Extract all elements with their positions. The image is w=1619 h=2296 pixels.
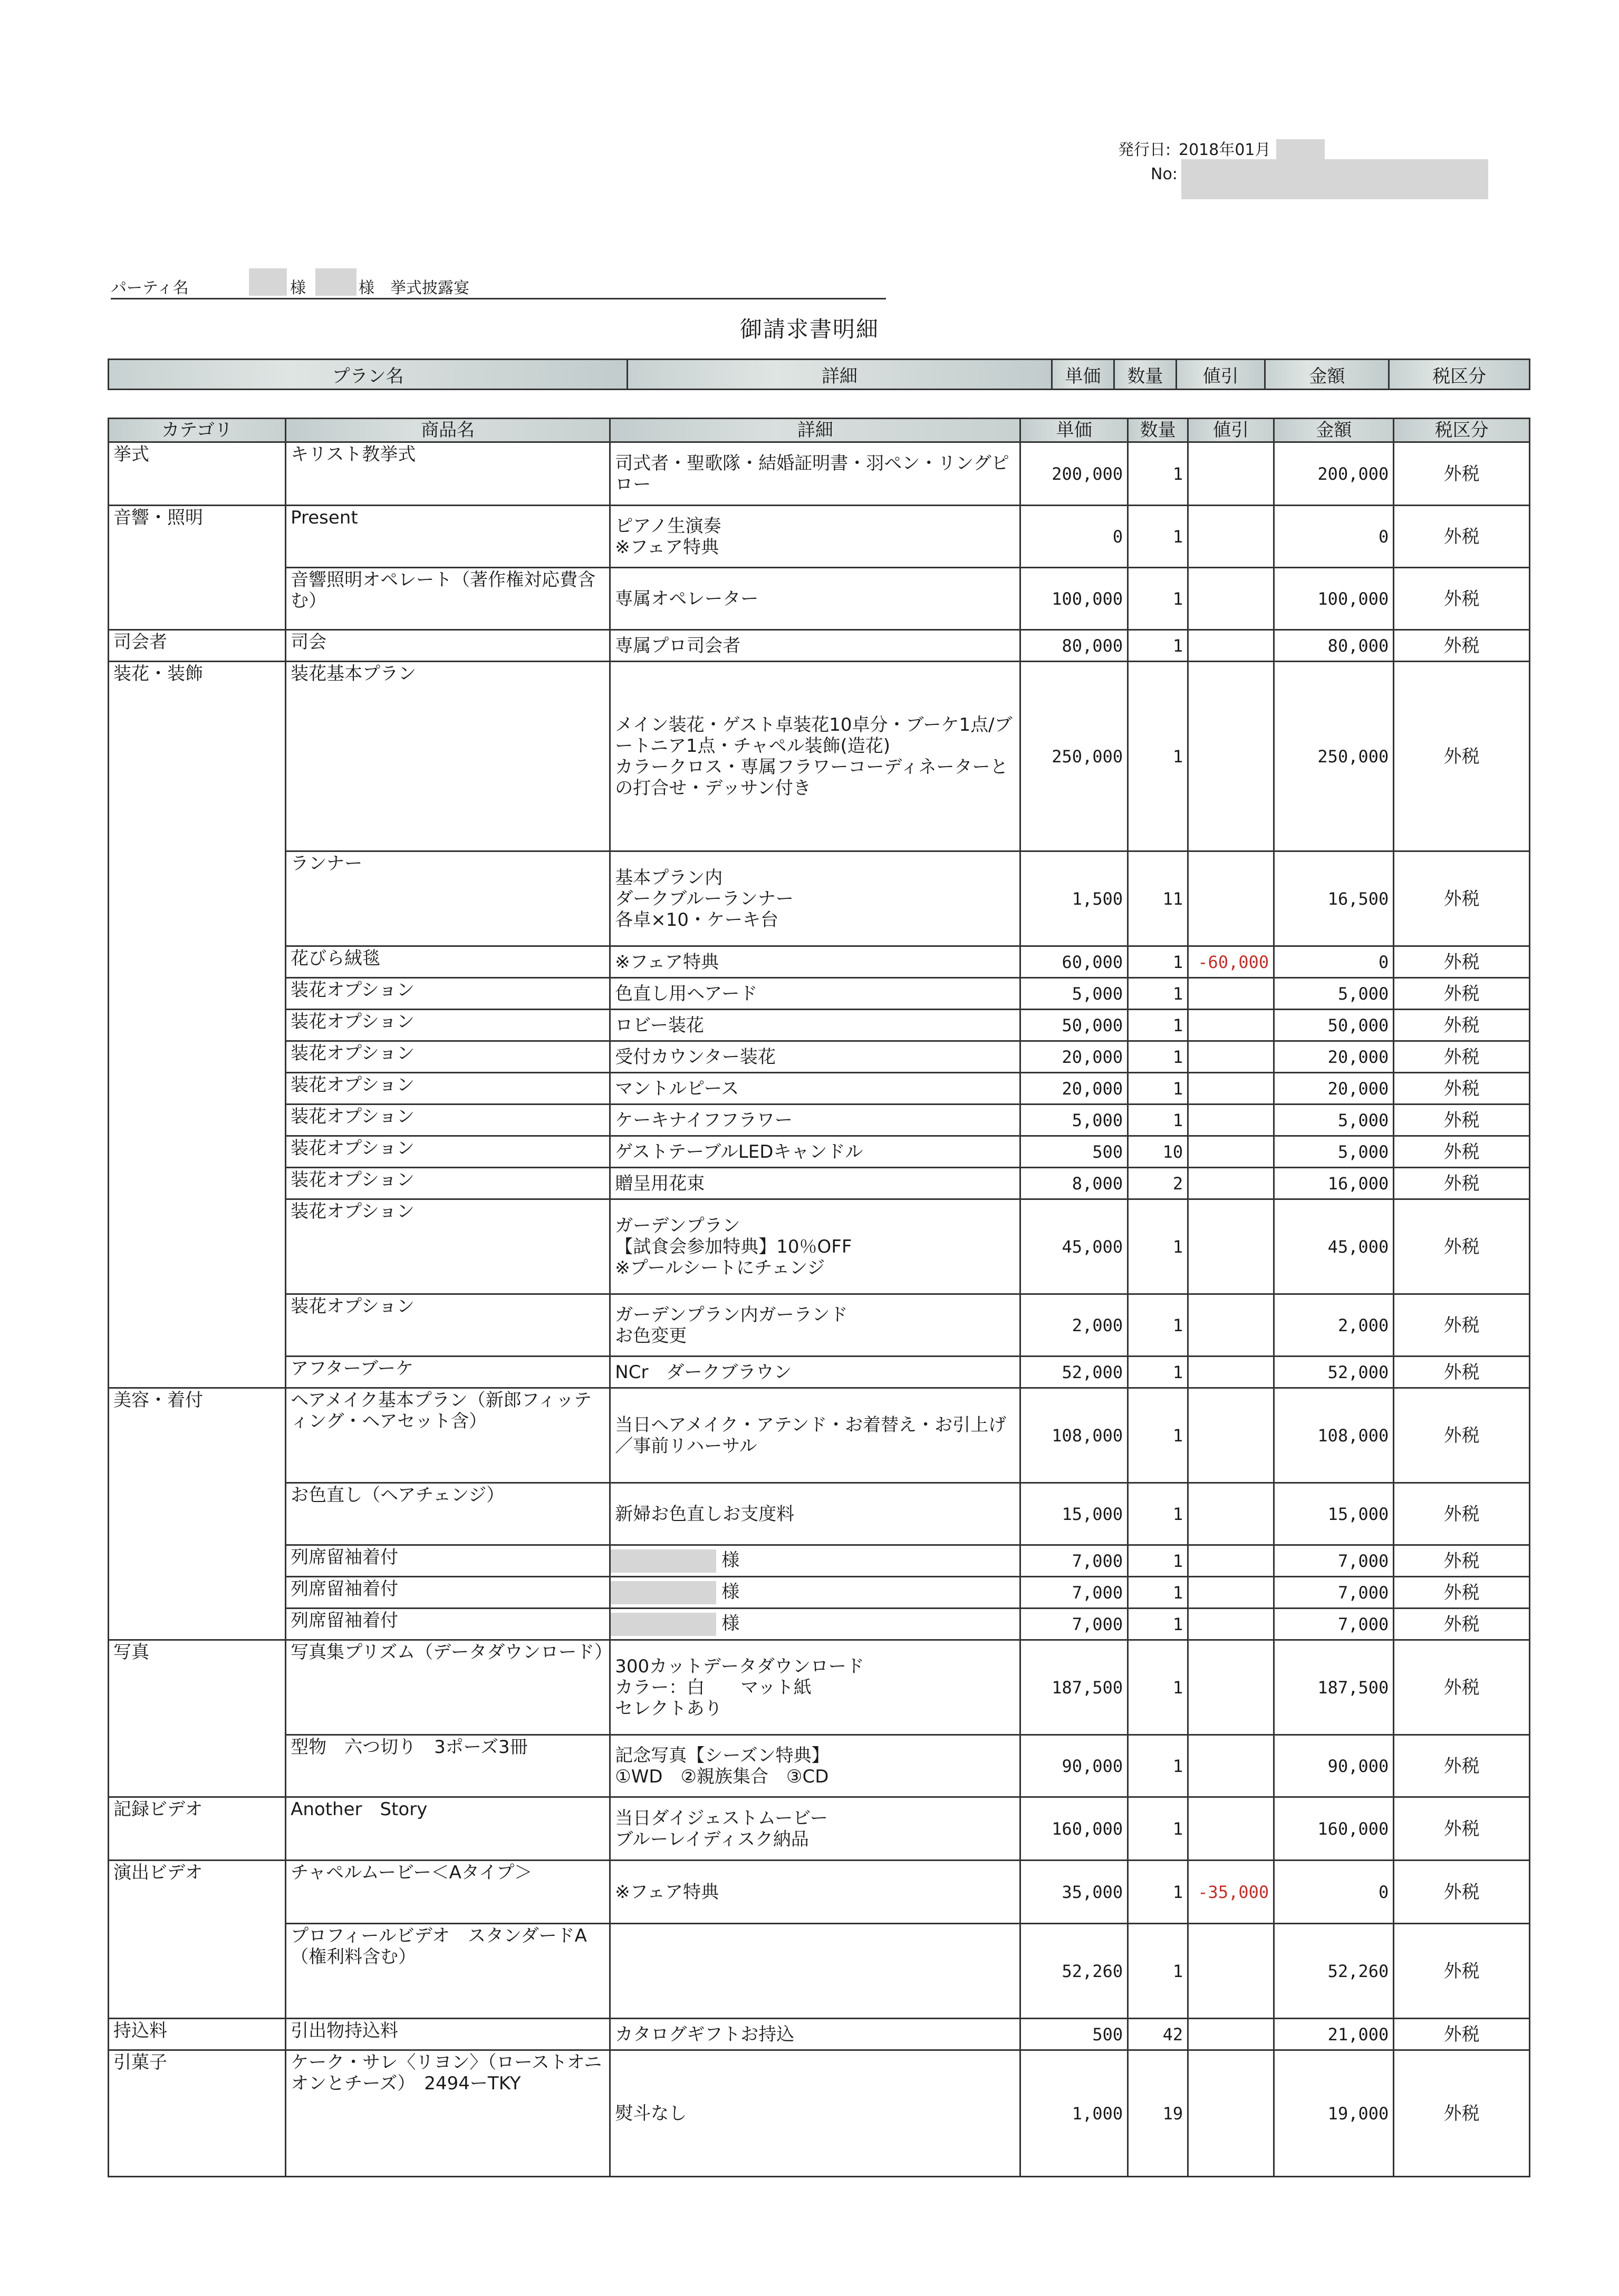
detail-cell: メイン装花・ゲスト卓装花10卓分・ブーケ1点/ブートニア1点・チャペル装飾(造花) カラークロス・専属フラワーコーディネーターとの打合せ・デッサン付き	[610, 662, 1020, 851]
unit-price-cell: 15,000	[1020, 1483, 1128, 1545]
redaction	[611, 1613, 716, 1636]
product-cell: Another Story	[286, 1797, 610, 1861]
amount-cell: 19,000	[1274, 2050, 1394, 2177]
amount-cell: 20,000	[1274, 1041, 1394, 1073]
quantity-cell: 1	[1128, 1797, 1188, 1861]
category-cell: 装花・装飾	[109, 662, 286, 851]
amount-cell: 50,000	[1274, 1010, 1394, 1041]
detail-cell: ゲストテーブルLEDキャンドル	[610, 1136, 1020, 1168]
table-row	[109, 851, 1530, 946]
redaction	[249, 268, 287, 296]
items-table	[108, 418, 1530, 2177]
unit-price-cell: 0	[1020, 506, 1128, 568]
quantity-cell: 2	[1128, 1168, 1188, 1199]
detail-cell: 当日ダイジェストムービー ブルーレイディスク納品	[610, 1797, 1020, 1861]
amount-cell: 5,000	[1274, 1105, 1394, 1136]
tax-category-cell: 外税	[1394, 1105, 1530, 1136]
category-cell: 演出ビデオ	[109, 1861, 286, 1924]
unit-price-cell: 1,000	[1020, 2050, 1128, 2177]
unit-price-cell: 100,000	[1020, 568, 1128, 630]
quantity-cell: 42	[1128, 2019, 1188, 2050]
table-row	[109, 1010, 1530, 1041]
discount-cell	[1188, 1924, 1274, 2019]
tax-category-cell: 外税	[1394, 1483, 1530, 1545]
product-cell: 装花オプション	[286, 1105, 610, 1136]
issue-no-label: No:	[1151, 165, 1178, 183]
table-row	[109, 1041, 1530, 1073]
amount-cell: 0	[1274, 1861, 1394, 1924]
unit-price-cell: 500	[1020, 2019, 1128, 2050]
tax-category-cell: 外税	[1394, 851, 1530, 946]
tax-category-cell: 外税	[1394, 1073, 1530, 1105]
table-row	[109, 1105, 1530, 1136]
amount-cell: 5,000	[1274, 1136, 1394, 1168]
discount-cell	[1188, 1388, 1274, 1483]
redaction	[1276, 139, 1325, 160]
quantity-cell: 1	[1128, 1073, 1188, 1105]
amount-cell: 0	[1274, 946, 1394, 978]
table-row	[109, 1199, 1530, 1294]
detail-cell: 専属オペレーター	[610, 568, 1020, 630]
discount-cell	[1188, 851, 1274, 946]
table-row	[109, 442, 1530, 506]
product-cell: 装花オプション	[286, 1168, 610, 1199]
discount-cell	[1188, 1199, 1274, 1294]
category-cell	[109, 851, 286, 946]
quantity-cell: 1	[1128, 1924, 1188, 2019]
tax-category-cell: 外税	[1394, 1168, 1530, 1199]
quantity-cell: 11	[1128, 851, 1188, 946]
tax-category-cell: 外税	[1394, 1924, 1530, 2019]
plan-header-cell: 金額	[1265, 360, 1389, 390]
detail-cell: 熨斗なし	[610, 2050, 1020, 2177]
table-row	[109, 1797, 1530, 1861]
table-row	[109, 2050, 1530, 2177]
product-cell: アフターブーケ	[286, 1357, 610, 1388]
amount-cell: 5,000	[1274, 978, 1394, 1010]
party-label: パーティ名	[111, 279, 189, 297]
redaction	[611, 1581, 716, 1604]
amount-cell: 52,000	[1274, 1357, 1394, 1388]
unit-price-cell: 60,000	[1020, 946, 1128, 978]
party-line	[111, 272, 886, 299]
discount-cell	[1188, 2050, 1274, 2177]
table-row	[109, 1136, 1530, 1168]
detail-text: 様	[721, 1549, 740, 1571]
amount-cell: 20,000	[1274, 1073, 1394, 1105]
discount-cell	[1188, 1483, 1274, 1545]
tax-category-cell: 外税	[1394, 1577, 1530, 1609]
category-cell	[109, 1545, 286, 1577]
product-cell: 花びら絨毯	[286, 946, 610, 978]
discount-cell	[1188, 1073, 1274, 1105]
amount-cell: 45,000	[1274, 1199, 1394, 1294]
discount-cell	[1188, 1577, 1274, 1609]
quantity-cell: 1	[1128, 662, 1188, 851]
unit-price-cell: 80,000	[1020, 630, 1128, 662]
category-cell	[109, 946, 286, 978]
tax-category-cell: 外税	[1394, 1357, 1530, 1388]
quantity-cell: 1	[1128, 1483, 1188, 1545]
detail-cell: カタログギフトお持込	[610, 2019, 1020, 2050]
detail-cell: 基本プラン内 ダークブルーランナー 各卓×10・ケーキ台	[610, 851, 1020, 946]
unit-price-cell: 35,000	[1020, 1861, 1128, 1924]
product-cell: キリスト教挙式	[286, 442, 610, 506]
table-row	[109, 2019, 1530, 2050]
amount-cell: 90,000	[1274, 1735, 1394, 1797]
detail-cell: ※フェア特典	[610, 946, 1020, 978]
detail-cell: NCr ダークブラウン	[610, 1357, 1020, 1388]
discount-cell	[1188, 506, 1274, 568]
table-row	[109, 1861, 1530, 1924]
category-cell: 司会者	[109, 630, 286, 662]
quantity-cell: 1	[1128, 1861, 1188, 1924]
amount-cell: 7,000	[1274, 1545, 1394, 1577]
quantity-cell: 1	[1128, 1041, 1188, 1073]
amount-cell: 7,000	[1274, 1609, 1394, 1640]
detail-text: 様	[721, 1613, 740, 1634]
tax-category-cell: 外税	[1394, 442, 1530, 506]
quantity-cell: 1	[1128, 1640, 1188, 1735]
tax-category-cell: 外税	[1394, 1640, 1530, 1735]
category-cell	[109, 1010, 286, 1041]
discount-cell	[1188, 1041, 1274, 1073]
product-cell: 装花オプション	[286, 1199, 610, 1294]
table-row	[109, 662, 1530, 851]
tax-category-cell: 外税	[1394, 1861, 1530, 1924]
category-cell: 写真	[109, 1640, 286, 1735]
quantity-cell: 1	[1128, 506, 1188, 568]
quantity-cell: 1	[1128, 442, 1188, 506]
quantity-cell: 1	[1128, 1199, 1188, 1294]
category-cell	[109, 1168, 286, 1199]
tax-category-cell: 外税	[1394, 978, 1530, 1010]
detail-cell: 受付カウンター装花	[610, 1041, 1020, 1073]
category-cell	[109, 1105, 286, 1136]
amount-cell: 15,000	[1274, 1483, 1394, 1545]
discount-cell: -60,000	[1188, 946, 1274, 978]
discount-cell	[1188, 1105, 1274, 1136]
product-cell: 装花オプション	[286, 978, 610, 1010]
discount-cell	[1188, 1010, 1274, 1041]
table-row	[109, 1640, 1530, 1735]
discount-cell	[1188, 978, 1274, 1010]
category-cell: 美容・着付	[109, 1388, 286, 1483]
category-cell: 記録ビデオ	[109, 1797, 286, 1861]
issue-date: 2018年01月	[1179, 141, 1271, 159]
detail-text: 様	[721, 1581, 740, 1602]
discount-cell	[1188, 1136, 1274, 1168]
detail-cell: 当日ヘアメイク・アテンド・お着替え・お引上げ／事前リハーサル	[610, 1388, 1020, 1483]
table-row	[109, 1357, 1530, 1388]
discount-cell: -35,000	[1188, 1861, 1274, 1924]
issue-info	[1118, 138, 1498, 187]
unit-price-cell: 5,000	[1020, 978, 1128, 1010]
unit-price-cell: 20,000	[1020, 1041, 1128, 1073]
product-cell: 装花オプション	[286, 1136, 610, 1168]
quantity-cell: 1	[1128, 978, 1188, 1010]
tax-category-cell: 外税	[1394, 1735, 1530, 1797]
table-row	[109, 1388, 1530, 1483]
tax-category-cell: 外税	[1394, 1041, 1530, 1073]
detail-cell	[610, 1609, 1020, 1640]
detail-cell: ガーデンプラン 【試食会参加特典】10％OFF ※プールシートにチェンジ	[610, 1199, 1020, 1294]
discount-cell	[1188, 1797, 1274, 1861]
product-cell: 装花基本プラン	[286, 662, 610, 851]
detail-cell: ※フェア特典	[610, 1861, 1020, 1924]
unit-price-cell: 50,000	[1020, 1010, 1128, 1041]
redaction	[611, 1549, 716, 1573]
tax-category-cell: 外税	[1394, 630, 1530, 662]
quantity-cell: 10	[1128, 1136, 1188, 1168]
table-row	[109, 1577, 1530, 1609]
amount-cell: 80,000	[1274, 630, 1394, 662]
product-cell: 装花オプション	[286, 1010, 610, 1041]
amount-cell: 100,000	[1274, 568, 1394, 630]
amount-cell: 250,000	[1274, 662, 1394, 851]
amount-cell: 2,000	[1274, 1294, 1394, 1357]
discount-cell	[1188, 630, 1274, 662]
category-cell	[109, 1577, 286, 1609]
product-cell: 列席留袖着付	[286, 1609, 610, 1640]
discount-cell	[1188, 1735, 1274, 1797]
plan-header-cell: プラン名	[109, 360, 628, 390]
plan-header-cell: 単価	[1052, 360, 1114, 390]
tax-category-cell: 外税	[1394, 568, 1530, 630]
tax-category-cell: 外税	[1394, 1545, 1530, 1577]
unit-price-cell: 45,000	[1020, 1199, 1128, 1294]
product-cell: ケーク・サレ〈リヨン〉（ローストオニオンとチーズ） 2494ーTKY	[286, 2050, 610, 2177]
unit-price-cell: 7,000	[1020, 1577, 1128, 1609]
column-header-row	[109, 419, 1530, 442]
category-cell	[109, 1041, 286, 1073]
table-row	[109, 1924, 1530, 2019]
detail-cell: ピアノ生演奏 ※フェア特典	[610, 506, 1020, 568]
column-header: 数量	[1128, 419, 1188, 442]
discount-cell	[1188, 1609, 1274, 1640]
unit-price-cell: 52,000	[1020, 1357, 1128, 1388]
category-cell: 挙式	[109, 442, 286, 506]
table-row	[109, 1073, 1530, 1105]
detail-cell: 司式者・聖歌隊・結婚証明書・羽ペン・リングピロー	[610, 442, 1020, 506]
discount-cell	[1188, 1294, 1274, 1357]
category-cell	[109, 1483, 286, 1545]
quantity-cell: 1	[1128, 1010, 1188, 1041]
detail-cell	[610, 1545, 1020, 1577]
quantity-cell: 1	[1128, 1609, 1188, 1640]
plan-header-cell: 税区分	[1389, 360, 1530, 390]
category-cell	[109, 1294, 286, 1357]
table-row	[109, 630, 1530, 662]
column-header: 値引	[1188, 419, 1274, 442]
unit-price-cell: 2,000	[1020, 1294, 1128, 1357]
quantity-cell: 1	[1128, 946, 1188, 978]
table-row	[109, 1168, 1530, 1199]
category-cell	[109, 1073, 286, 1105]
discount-cell	[1188, 442, 1274, 506]
table-row	[109, 1294, 1530, 1357]
detail-cell	[610, 1924, 1020, 2019]
column-header: 税区分	[1394, 419, 1530, 442]
unit-price-cell: 1,500	[1020, 851, 1128, 946]
product-cell: 装花オプション	[286, 1041, 610, 1073]
unit-price-cell: 250,000	[1020, 662, 1128, 851]
quantity-cell: 1	[1128, 630, 1188, 662]
tax-category-cell: 外税	[1394, 946, 1530, 978]
detail-cell: 新婦お色直しお支度料	[610, 1483, 1020, 1545]
detail-cell: マントルピース	[610, 1073, 1020, 1105]
discount-cell	[1188, 1168, 1274, 1199]
amount-cell: 7,000	[1274, 1577, 1394, 1609]
category-cell: 持込料	[109, 2019, 286, 2050]
issue-date-label: 発行日:	[1118, 141, 1171, 159]
table-row	[109, 568, 1530, 630]
quantity-cell: 1	[1128, 568, 1188, 630]
tax-category-cell: 外税	[1394, 506, 1530, 568]
plan-header-table	[108, 359, 1530, 390]
category-cell	[109, 1924, 286, 2019]
tax-category-cell: 外税	[1394, 1199, 1530, 1294]
product-cell: 音響照明オペレート（著作権対応費含む）	[286, 568, 610, 630]
plan-header-cell: 数量	[1114, 360, 1176, 390]
discount-cell	[1188, 1640, 1274, 1735]
table-row	[109, 1609, 1530, 1640]
tax-category-cell: 外税	[1394, 2019, 1530, 2050]
unit-price-cell: 8,000	[1020, 1168, 1128, 1199]
detail-cell: 専属プロ司会者	[610, 630, 1020, 662]
detail-cell: 300カットデータダウンロード カラー：白 マット紙 セレクトあり	[610, 1640, 1020, 1735]
unit-price-cell: 160,000	[1020, 1797, 1128, 1861]
category-cell	[109, 1609, 286, 1640]
product-cell: ヘアメイク基本プラン（新郎フィッティング・ヘアセット含）	[286, 1388, 610, 1483]
party-honorific-2: 様	[359, 279, 374, 297]
unit-price-cell: 500	[1020, 1136, 1128, 1168]
party-honorific-1: 様	[290, 279, 306, 297]
amount-cell: 160,000	[1274, 1797, 1394, 1861]
amount-cell: 16,500	[1274, 851, 1394, 946]
column-header: 詳細	[610, 419, 1020, 442]
detail-cell: ロビー装花	[610, 1010, 1020, 1041]
plan-header-cell: 詳細	[628, 360, 1052, 390]
unit-price-cell: 90,000	[1020, 1735, 1128, 1797]
table-row	[109, 506, 1530, 568]
category-cell	[109, 1199, 286, 1294]
amount-cell: 187,500	[1274, 1640, 1394, 1735]
unit-price-cell: 187,500	[1020, 1640, 1128, 1735]
category-cell	[109, 568, 286, 630]
quantity-cell: 1	[1128, 1388, 1188, 1483]
category-cell	[109, 1136, 286, 1168]
detail-cell: 贈呈用花束	[610, 1168, 1020, 1199]
tax-category-cell: 外税	[1394, 1388, 1530, 1483]
table-row	[109, 1545, 1530, 1577]
quantity-cell: 19	[1128, 2050, 1188, 2177]
product-cell: チャペルムービー＜Aタイプ＞	[286, 1861, 610, 1924]
discount-cell	[1188, 2019, 1274, 2050]
unit-price-cell: 20,000	[1020, 1073, 1128, 1105]
quantity-cell: 1	[1128, 1357, 1188, 1388]
tax-category-cell: 外税	[1394, 1294, 1530, 1357]
category-cell	[109, 1735, 286, 1797]
category-cell: 音響・照明	[109, 506, 286, 568]
product-cell: 装花オプション	[286, 1294, 610, 1357]
detail-cell	[610, 1577, 1020, 1609]
tax-category-cell: 外税	[1394, 662, 1530, 851]
detail-cell: 記念写真【シーズン特典】 ①WD ②親族集合 ③CD	[610, 1735, 1020, 1797]
category-cell	[109, 978, 286, 1010]
detail-cell: ケーキナイフフラワー	[610, 1105, 1020, 1136]
discount-cell	[1188, 568, 1274, 630]
product-cell: 写真集プリズム（データダウンロード）	[286, 1640, 610, 1735]
table-row	[109, 978, 1530, 1010]
unit-price-cell: 7,000	[1020, 1545, 1128, 1577]
detail-cell: ガーデンプラン内ガーランド お色変更	[610, 1294, 1020, 1357]
quantity-cell: 1	[1128, 1545, 1188, 1577]
product-cell: 装花オプション	[286, 1073, 610, 1105]
amount-cell: 16,000	[1274, 1168, 1394, 1199]
unit-price-cell: 52,260	[1020, 1924, 1128, 2019]
product-cell: プロフィールビデオ スタンダードA（権利料含む）	[286, 1924, 610, 2019]
product-cell: 列席留袖着付	[286, 1545, 610, 1577]
amount-cell: 200,000	[1274, 442, 1394, 506]
category-cell	[109, 1357, 286, 1388]
amount-cell: 0	[1274, 506, 1394, 568]
column-header: カテゴリ	[109, 419, 286, 442]
quantity-cell: 1	[1128, 1294, 1188, 1357]
table-row	[109, 1735, 1530, 1797]
redaction	[315, 268, 356, 296]
unit-price-cell: 200,000	[1020, 442, 1128, 506]
amount-cell: 108,000	[1274, 1388, 1394, 1483]
redaction	[1181, 159, 1488, 199]
quantity-cell: 1	[1128, 1105, 1188, 1136]
plan-header-cell: 値引	[1176, 360, 1265, 390]
category-cell: 引菓子	[109, 2050, 286, 2177]
discount-cell	[1188, 1545, 1274, 1577]
column-header: 商品名	[286, 419, 610, 442]
amount-cell: 21,000	[1274, 2019, 1394, 2050]
discount-cell	[1188, 1357, 1274, 1388]
product-cell: Present	[286, 506, 610, 568]
product-cell: 列席留袖着付	[286, 1577, 610, 1609]
discount-cell	[1188, 662, 1274, 851]
table-row	[109, 1483, 1530, 1545]
product-cell: ランナー	[286, 851, 610, 946]
document-title: 御請求書明細	[739, 316, 879, 342]
detail-cell: 色直し用ヘアード	[610, 978, 1020, 1010]
product-cell: 司会	[286, 630, 610, 662]
tax-category-cell: 外税	[1394, 1609, 1530, 1640]
party-event: 挙式披露宴	[390, 279, 469, 297]
product-cell: 型物 六つ切り 3ポーズ3冊	[286, 1735, 610, 1797]
product-cell: お色直し（ヘアチェンジ）	[286, 1483, 610, 1545]
unit-price-cell: 108,000	[1020, 1388, 1128, 1483]
tax-category-cell: 外税	[1394, 2050, 1530, 2177]
amount-cell: 52,260	[1274, 1924, 1394, 2019]
unit-price-cell: 7,000	[1020, 1609, 1128, 1640]
product-cell: 引出物持込料	[286, 2019, 610, 2050]
column-header: 金額	[1274, 419, 1394, 442]
tax-category-cell: 外税	[1394, 1797, 1530, 1861]
quantity-cell: 1	[1128, 1735, 1188, 1797]
tax-category-cell: 外税	[1394, 1136, 1530, 1168]
column-header: 単価	[1020, 419, 1128, 442]
tax-category-cell: 外税	[1394, 1010, 1530, 1041]
quantity-cell: 1	[1128, 1577, 1188, 1609]
table-row	[109, 946, 1530, 978]
unit-price-cell: 5,000	[1020, 1105, 1128, 1136]
